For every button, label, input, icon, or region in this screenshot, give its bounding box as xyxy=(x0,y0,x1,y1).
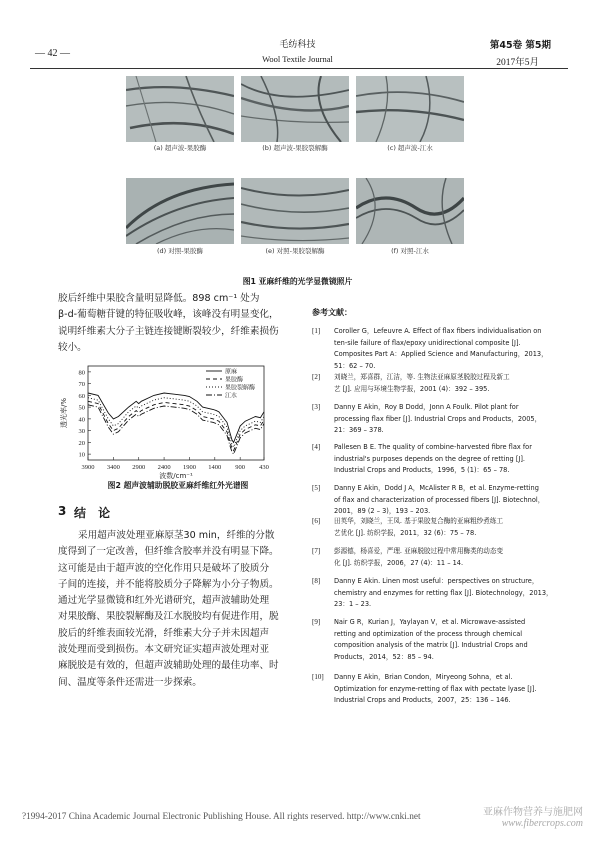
y-tick-label: 40 xyxy=(78,416,85,424)
intro-line: β-d-葡萄糖苷键的特征吸收峰，该峰没有明显变化， xyxy=(58,309,279,321)
reference-line: 化 [J]. 纺织学报，2006，27 (4)：11 – 14. xyxy=(334,558,464,567)
conclusion-line: 度得到了一定改善，但纤维含胶率并没有明显下降。 xyxy=(58,546,279,558)
micrograph-c xyxy=(356,76,464,142)
y-tick-label: 20 xyxy=(78,439,85,447)
reference-line: Danny E Akin，Roy B Dodd，Jonn A Foulk. Pilot plant for xyxy=(334,403,519,411)
reference-line: Danny E Akin，Dodd J A，McAlister R B，et al. Enzyme-retting xyxy=(334,484,539,492)
reference-line: 彭源德，杨喜爱，严理. 亚麻脱胶过程中常用酶类的动态变 xyxy=(334,547,504,555)
reference-line: Coroller G，Lefeuvre A. Effect of flax fibers individualisation on xyxy=(334,327,542,335)
legend-label: 江水 xyxy=(225,392,238,400)
intro-paragraph xyxy=(58,291,298,356)
reference-number: [8] xyxy=(312,577,321,585)
reference-body xyxy=(334,516,582,539)
reference-line: 51：62 – 70. xyxy=(334,361,376,370)
section-number: 3 xyxy=(58,504,67,518)
journal-title-en: Wool Textile Journal xyxy=(262,54,333,64)
reference-item xyxy=(312,326,582,372)
reference-line: Products，2014，52：85 – 94. xyxy=(334,652,434,661)
volume-issue: 第45卷 第5期 xyxy=(489,40,551,51)
reference-number: [10] xyxy=(312,673,324,681)
x-axis-label: 波数/cm⁻¹ xyxy=(159,472,193,480)
reference-item xyxy=(312,672,582,707)
intro-line: 胶后纤维中果胶含量明显降低。898 cm⁻¹ 处为 xyxy=(58,293,260,304)
conclusion-line: 这可能是由于超声波的空化作用只是破坏了胶质分 xyxy=(58,562,270,574)
references-title: 参考文献： xyxy=(312,308,352,317)
figure2-caption: 图2 超声波辅助脱胶亚麻纤维红外光谱图 xyxy=(107,481,249,490)
x-tick-label: 3900 xyxy=(81,464,95,471)
series-line-0 xyxy=(88,393,264,442)
conclusion-line: 对果胶酶、果胶裂解酶及江水脱胶均有促进作用，脱 xyxy=(58,611,279,623)
micrograph-c-label: (c) 超声波-江水 xyxy=(387,144,433,152)
reference-body xyxy=(334,576,582,611)
conclusion-line: 波处理而受到损伤。本文研究证实超声波处理对亚 xyxy=(58,644,270,656)
reference-line: Industrial Crops and Products，1996，5 (1)：65 – 78. xyxy=(334,466,510,474)
y-tick-label: 10 xyxy=(78,451,85,459)
reference-line: 21：369 – 378. xyxy=(334,426,384,434)
micrograph-d xyxy=(126,178,234,244)
x-tick-label: 430 xyxy=(259,464,269,471)
conclusion-line: 麻脱胶是有效的，但超声波辅助处理的最佳功率、时 xyxy=(58,660,279,672)
micrograph-a xyxy=(126,76,234,142)
copyright-footer: ?1994-2017 China Academic Journal Electronic Publishing House. All rights reserved. http://www.cnki.net xyxy=(22,812,421,822)
reference-line: 艺 [J]. 应用与环境生物学报，2001 (4)：392 – 395. xyxy=(334,384,490,393)
watermark-en: www.fibercrops.com xyxy=(501,818,583,829)
figure1-caption: 图1 亚麻纤维的光学显微镜照片 xyxy=(242,277,353,286)
reference-body xyxy=(334,442,582,477)
x-tick-label: 2900 xyxy=(132,464,146,471)
x-tick-label: 1400 xyxy=(208,464,222,471)
micrograph-b xyxy=(241,76,349,142)
reference-body xyxy=(334,617,582,663)
micrograph-b-label: (b) 超声波-果胶裂解酶 xyxy=(262,144,328,152)
series-line-2 xyxy=(88,398,264,447)
micrograph-f xyxy=(356,178,464,244)
conclusion-line: 胶后的纤维表面较光滑，纤维素大分子并未因超声 xyxy=(58,627,270,639)
y-tick-label: 60 xyxy=(78,392,85,400)
x-tick-label: 900 xyxy=(235,464,246,471)
reference-number: [3] xyxy=(312,403,321,411)
reference-item xyxy=(312,402,582,437)
page-number: — 42 — xyxy=(35,48,70,59)
ir-spectrum-chart xyxy=(58,358,278,480)
reference-line: of flax and characterization of processed fibers [J]. Biotechnol， xyxy=(334,495,545,504)
conclusion-line: 采用超声波处理亚麻原茎30 min，纤维的分散 xyxy=(78,530,275,541)
reference-item xyxy=(312,483,582,518)
reference-line: chemistry and enzymes for retting flax [J]. Biotechnology，2013， xyxy=(334,588,553,597)
reference-number: [2] xyxy=(312,373,321,381)
reference-number: [5] xyxy=(312,484,321,492)
reference-number: [4] xyxy=(312,443,321,451)
header-rule xyxy=(30,68,568,69)
y-tick-label: 50 xyxy=(78,404,85,412)
reference-body xyxy=(334,372,582,395)
micrograph-a-label: (a) 超声波-果胶酶 xyxy=(153,144,207,152)
reference-line: Composites Part A：Applied Science and Manufacturing，2013， xyxy=(334,350,548,358)
y-tick-label: 80 xyxy=(78,369,85,377)
x-tick-label: 1900 xyxy=(182,464,196,471)
reference-number: [7] xyxy=(312,547,321,555)
issue-date: 2017年5月 xyxy=(496,58,539,68)
reference-line: 2001，89 (2 – 3)，193 – 203. xyxy=(334,507,431,515)
series-line-3 xyxy=(88,405,264,454)
reference-line: industrial's purposes depends on the degree of retting [J]. xyxy=(334,454,526,463)
legend-label: 果胶酶 xyxy=(225,376,244,384)
reference-item xyxy=(312,617,582,663)
reference-line: Industrial Crops and Products，2007，25：136 – 146. xyxy=(334,696,511,704)
conclusion-line: 子间的连接，并不能将胶质分子降解为小分子物质。 xyxy=(58,578,279,590)
reference-body xyxy=(334,672,582,707)
conclusion-line: 间、温度等条件还需进一步探索。 xyxy=(58,676,202,688)
reference-number: [1] xyxy=(312,327,321,335)
reference-line: 刘晓兰，郑喜群，江洁，等. 生物法亚麻原茎脱胶过程及新工 xyxy=(334,373,510,381)
micrograph-f-label: (f) 对照-江水 xyxy=(391,247,429,255)
journal-title-cn: 毛纺科技 xyxy=(279,40,316,50)
reference-body xyxy=(334,483,582,518)
reference-item xyxy=(312,372,582,395)
reference-number: [9] xyxy=(312,618,321,626)
conclusion-line: 通过光学显微镜和红外光谱研究，超声波辅助处理 xyxy=(58,595,270,607)
reference-body xyxy=(334,546,582,569)
reference-line: Optimization for enzyme-retting of flax with pectate lyase [J]. xyxy=(334,684,537,693)
reference-line: Danny E Akin，Brian Condon，Miryeong Sohna，et al. xyxy=(334,673,513,681)
x-tick-label: 3400 xyxy=(106,464,120,471)
y-tick-label: 70 xyxy=(78,381,85,389)
reference-line: composition analysis of the matrix [J]. Industrial Crops and xyxy=(334,641,528,649)
reference-item xyxy=(312,516,582,539)
reference-body xyxy=(334,402,582,437)
reference-body xyxy=(334,326,582,372)
reference-item xyxy=(312,576,582,611)
reference-line: Danny E Akin. Linen most useful：perspectives on structure， xyxy=(334,577,539,585)
reference-line: ten-sile failure of flax/epoxy unidirectional composite [J]. xyxy=(334,338,521,347)
conclusion-paragraph xyxy=(58,528,298,691)
reference-line: 艺优化 [J]. 纺织学报，2011，32 (6)：75 – 78. xyxy=(334,528,477,537)
y-tick-label: 30 xyxy=(78,428,85,436)
reference-number: [6] xyxy=(312,517,321,525)
reference-line: 田英华，刘晓兰，王凤. 基于果胶复合酶的亚麻粗纱煮练工 xyxy=(334,517,504,525)
micrograph-d-label: (d) 对照-果胶酶 xyxy=(156,247,204,255)
legend-label: 果胶裂解酶 xyxy=(225,384,256,392)
intro-line: 说明纤维素大分子主链连接键断裂较少，纤维素损伤 xyxy=(58,325,279,337)
section-title: 结 论 xyxy=(74,506,115,520)
y-axis-label: 透光率/% xyxy=(60,397,68,429)
reference-item xyxy=(312,442,582,477)
reference-line: 23：1 – 23. xyxy=(334,600,372,608)
legend-label: 原麻 xyxy=(225,368,238,376)
micrograph-e xyxy=(241,178,349,244)
reference-line: Pallesen B E. The quality of combine-harvested fibre flax for xyxy=(334,443,532,451)
reference-item xyxy=(312,546,582,569)
series-line-1 xyxy=(88,401,264,450)
micrograph-e-label: (e) 对照-果胶裂解酶 xyxy=(265,247,325,255)
watermark-cn: 亚麻作物营养与施肥网 xyxy=(483,807,583,818)
reference-line: processing flax fiber [J]. Industrial Crops and Products，2005， xyxy=(334,414,542,423)
intro-line: 较小。 xyxy=(58,341,87,353)
x-tick-label: 2400 xyxy=(157,464,171,471)
reference-line: Nair G R，Kurian J，Yaylayan V，et al. Microwave-assisted xyxy=(334,618,526,626)
reference-line: retting and optimization of the process through chemical xyxy=(334,629,523,638)
